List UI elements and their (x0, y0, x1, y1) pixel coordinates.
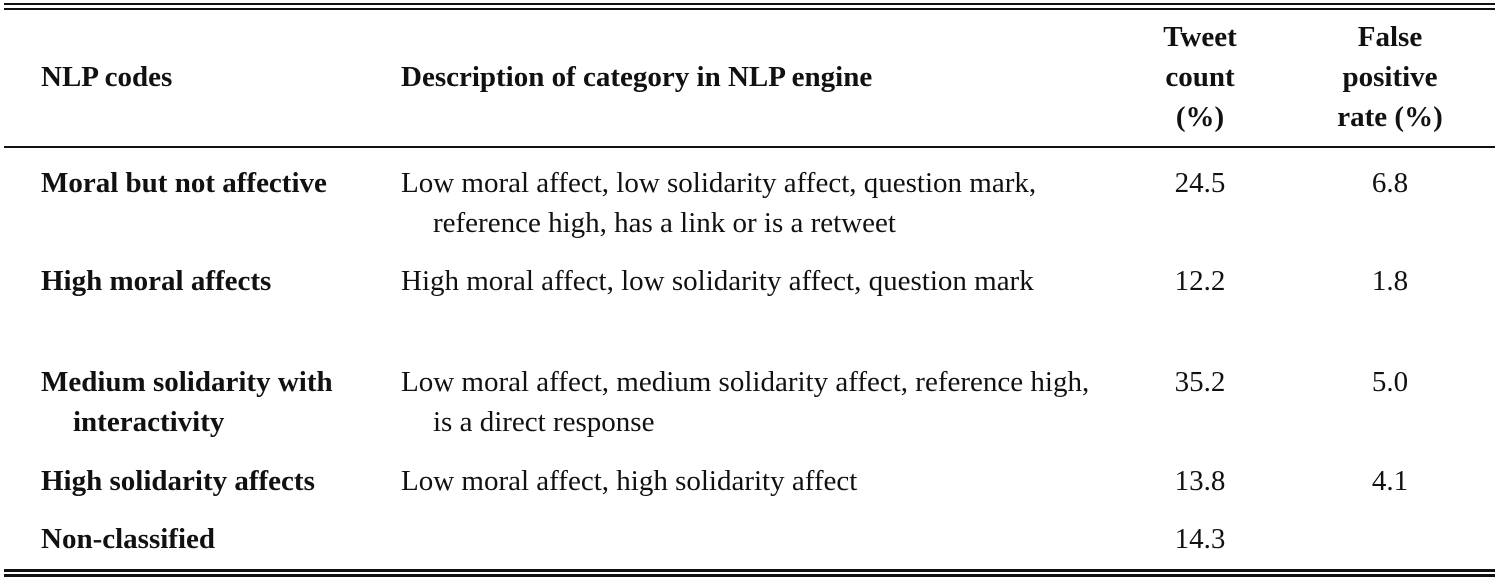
row-1-code: Moral but not affective (41, 167, 327, 199)
header-tweet-count-line-3: (%) (1175, 101, 1225, 133)
row-1-false-positive-rate: 6.8 (1371, 167, 1409, 199)
row-4-false-positive-rate: 4.1 (1371, 465, 1409, 497)
row-2-false-positive-rate: 1.8 (1371, 265, 1409, 297)
row-3-description: Low moral affect, medium solidarity affect, reference high, is a direct response (401, 366, 1090, 438)
row-2-code: High moral affects (41, 265, 272, 297)
header-tweet-count (1125, 17, 1275, 137)
row-3-tweet-count: 35.2 (1174, 366, 1226, 398)
row-5-code: Non-classified (41, 523, 215, 555)
row-3-false-positive-rate: 5.0 (1371, 366, 1409, 398)
header-tweet-count-line-1: Tweet (1163, 21, 1237, 53)
header-false-positive-line-1: False (1357, 21, 1423, 53)
row-1-tweet-count: 24.5 (1174, 167, 1226, 199)
table-bottom-rule-outer (4, 574, 1495, 577)
header-false-positive-rate (1315, 17, 1465, 137)
table-top-rule (4, 3, 1495, 5)
row-3-code: Medium solidarity with interactivity (41, 366, 333, 438)
row-2-description: High moral affect, low solidarity affect, question mark (401, 265, 1034, 297)
table-bottom-rule (4, 569, 1495, 572)
header-description: Description of category in NLP engine (401, 61, 873, 93)
row-5-tweet-count: 14.3 (1174, 523, 1226, 555)
row-4-tweet-count: 13.8 (1174, 465, 1226, 497)
header-tweet-count-line-2: count (1165, 61, 1235, 93)
header-nlp-codes: NLP codes (41, 61, 173, 93)
header-false-positive-line-2: positive (1342, 61, 1438, 93)
row-4-code: High solidarity affects (41, 465, 315, 497)
row-1-description: Low moral affect, low solidarity affect, question mark, reference high, has a link or is a retweet (401, 167, 1037, 239)
row-4-description: Low moral affect, high solidarity affect (401, 465, 858, 497)
header-rule (4, 146, 1495, 148)
table-top-rule-inner (4, 8, 1495, 10)
row-2-tweet-count: 12.2 (1174, 265, 1226, 297)
header-false-positive-line-3: rate (%) (1337, 101, 1443, 133)
